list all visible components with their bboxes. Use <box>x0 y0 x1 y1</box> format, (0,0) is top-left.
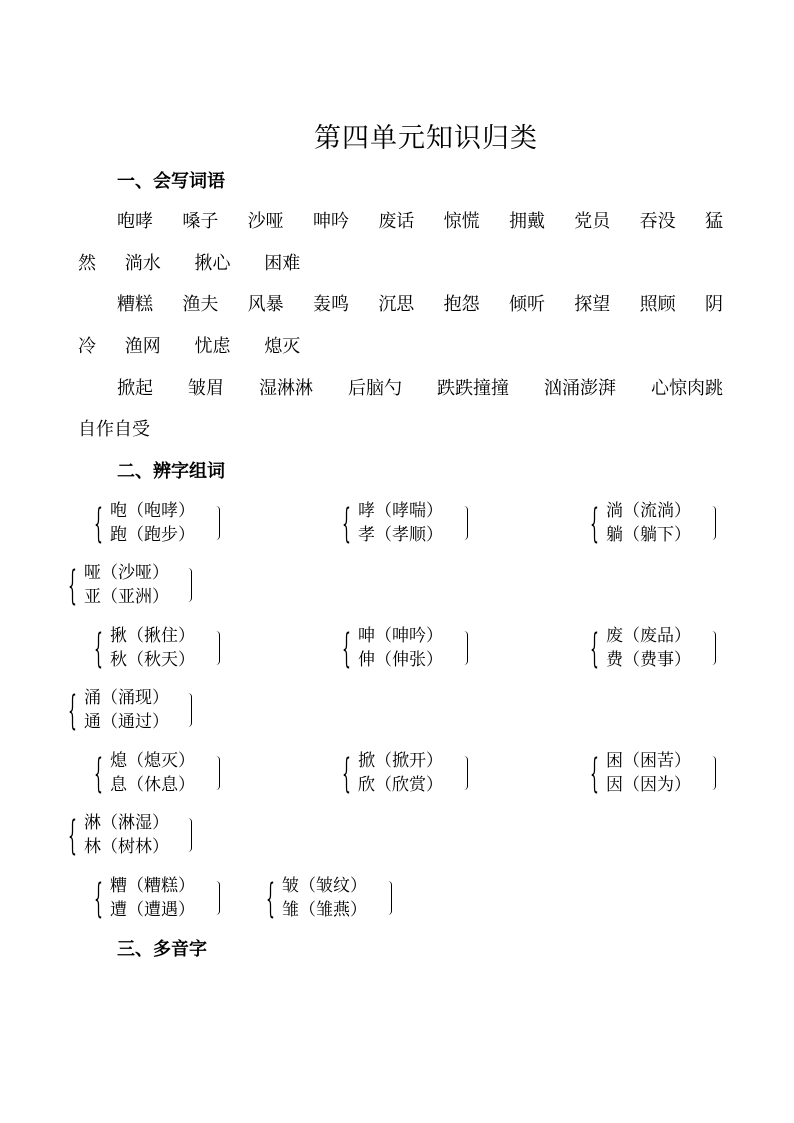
pair-line-b: 因（因为） <box>606 775 691 795</box>
pair-line-b: 费（费事） <box>606 650 691 670</box>
vocab-word: 渔网 <box>124 336 161 357</box>
left-brace: { <box>68 688 77 734</box>
pair-line-a: 涌（涌现） <box>84 688 169 708</box>
vocab-line-2 <box>78 249 723 275</box>
right-brace <box>216 756 220 790</box>
vocab-word: 跌跌撞撞 <box>437 378 509 399</box>
vocab-word: 自作自受 <box>78 419 150 440</box>
char-pair <box>94 496 222 548</box>
left-brace: { <box>68 563 77 609</box>
vocab-word: 冷 <box>78 336 96 357</box>
char-pair <box>94 871 222 923</box>
vocab-word: 忧虑 <box>194 336 231 357</box>
vocab-word: 湿淋淋 <box>259 378 313 399</box>
pair-line-b: 息（休息） <box>110 775 195 795</box>
left-brace: { <box>590 751 599 797</box>
left-brace: { <box>94 876 103 922</box>
vocab-word: 废话 <box>378 211 415 232</box>
char-pair <box>342 746 470 798</box>
right-brace <box>216 506 220 540</box>
vocab-word: 猛 <box>704 211 723 232</box>
pair-line-a: 淋（淋湿） <box>84 813 169 833</box>
right-brace <box>188 693 192 727</box>
pair-line-b: 伸（伸张） <box>358 650 443 670</box>
char-pair <box>590 621 718 673</box>
right-brace <box>464 506 468 540</box>
left-brace: { <box>266 876 275 922</box>
pair-line-a: 废（废品） <box>606 626 691 646</box>
left-brace: { <box>342 751 351 797</box>
vocab-word: 熄灭 <box>264 336 301 357</box>
right-brace <box>216 881 220 915</box>
vocab-word: 吞没 <box>639 211 676 232</box>
vocab-word: 咆哮 <box>117 211 153 232</box>
pair-line-b: 跑（跑步） <box>110 525 195 545</box>
vocab-word: 渔夫 <box>182 294 219 315</box>
char-pair <box>342 496 470 548</box>
left-brace: { <box>94 751 103 797</box>
char-pair <box>68 558 196 610</box>
vocab-word: 倾听 <box>508 294 545 315</box>
left-brace: { <box>590 626 599 672</box>
vocab-word: 然 <box>78 253 96 274</box>
pair-line-a: 困（困苦） <box>606 751 691 771</box>
pair-line-a: 淌（流淌） <box>606 501 691 521</box>
right-brace <box>712 756 716 790</box>
vocab-word: 探望 <box>574 294 611 315</box>
pair-line-a: 呻（呻吟） <box>358 626 443 646</box>
section-heading-3: 三、多音字 <box>117 939 207 960</box>
vocab-line-5 <box>117 374 723 400</box>
left-brace: { <box>94 626 103 672</box>
vocab-word: 抱怨 <box>443 294 480 315</box>
vocab-word: 照顾 <box>639 294 676 315</box>
pair-line-b: 孝（孝顺） <box>358 525 443 545</box>
vocab-word: 汹涌澎湃 <box>544 378 616 399</box>
vocab-word: 阴 <box>704 294 723 315</box>
vocab-word: 惊慌 <box>443 211 480 232</box>
pair-line-b: 遭（遭遇） <box>110 900 195 920</box>
pair-line-b: 躺（躺下） <box>606 525 691 545</box>
char-pair <box>68 808 196 860</box>
right-brace <box>712 631 716 665</box>
vocab-word: 呻吟 <box>312 211 349 232</box>
left-brace: { <box>342 626 351 672</box>
vocab-word: 困难 <box>264 253 301 274</box>
vocab-word: 糟糕 <box>117 294 153 315</box>
vocab-word: 揪心 <box>194 253 231 274</box>
page-title: 第四单元知识归类 <box>314 123 538 154</box>
pair-line-b: 林（树林） <box>84 837 169 857</box>
pair-line-a: 咆（咆哮） <box>110 501 195 521</box>
char-pair <box>590 496 718 548</box>
section-heading-2: 二、辨字组词 <box>117 461 225 482</box>
vocab-line-6 <box>78 415 723 441</box>
right-brace <box>388 881 392 915</box>
left-brace: { <box>94 501 103 547</box>
vocab-word: 轰鸣 <box>312 294 349 315</box>
pair-line-a: 哑（沙哑） <box>84 563 169 583</box>
pair-line-a: 熄（熄灭） <box>110 751 195 771</box>
right-brace <box>216 631 220 665</box>
vocab-word: 沉思 <box>378 294 415 315</box>
right-brace <box>712 506 716 540</box>
vocab-word: 嗓子 <box>182 211 219 232</box>
vocab-word: 风暴 <box>247 294 284 315</box>
char-pair <box>68 683 196 735</box>
vocab-line-1 <box>117 207 723 233</box>
pair-line-b: 欣（欣赏） <box>358 775 443 795</box>
vocab-word: 心惊肉跳 <box>651 378 723 399</box>
right-brace <box>188 568 192 602</box>
vocab-word: 后脑勺 <box>348 378 402 399</box>
pair-line-b: 秋（秋天） <box>110 650 195 670</box>
char-pair <box>590 746 718 798</box>
char-pair <box>342 621 470 673</box>
vocab-word: 党员 <box>574 211 611 232</box>
left-brace: { <box>68 813 77 859</box>
left-brace: { <box>590 501 599 547</box>
left-brace: { <box>342 501 351 547</box>
pair-line-b: 雏（雏燕） <box>282 900 367 920</box>
right-brace <box>464 756 468 790</box>
vocab-word: 沙哑 <box>247 211 284 232</box>
section-heading-1: 一、会写词语 <box>117 171 225 192</box>
pair-line-a: 皱（皱纹） <box>282 876 367 896</box>
pair-line-a: 揪（揪住） <box>110 626 195 646</box>
char-pair <box>94 746 222 798</box>
vocab-word: 掀起 <box>117 378 153 399</box>
vocab-word: 皱眉 <box>188 378 224 399</box>
vocab-line-3 <box>117 290 723 316</box>
vocab-line-4 <box>78 332 723 358</box>
right-brace <box>464 631 468 665</box>
right-brace <box>188 818 192 852</box>
char-pair <box>266 871 394 923</box>
vocab-word: 拥戴 <box>508 211 545 232</box>
pair-line-a: 哮（哮喘） <box>358 501 443 521</box>
vocab-word: 淌水 <box>124 253 161 274</box>
pair-line-b: 亚（亚洲） <box>84 587 169 607</box>
pair-line-b: 通（通过） <box>84 712 169 732</box>
char-pair <box>94 621 222 673</box>
pair-line-a: 掀（掀开） <box>358 751 443 771</box>
pair-line-a: 糟（糟糕） <box>110 876 195 896</box>
